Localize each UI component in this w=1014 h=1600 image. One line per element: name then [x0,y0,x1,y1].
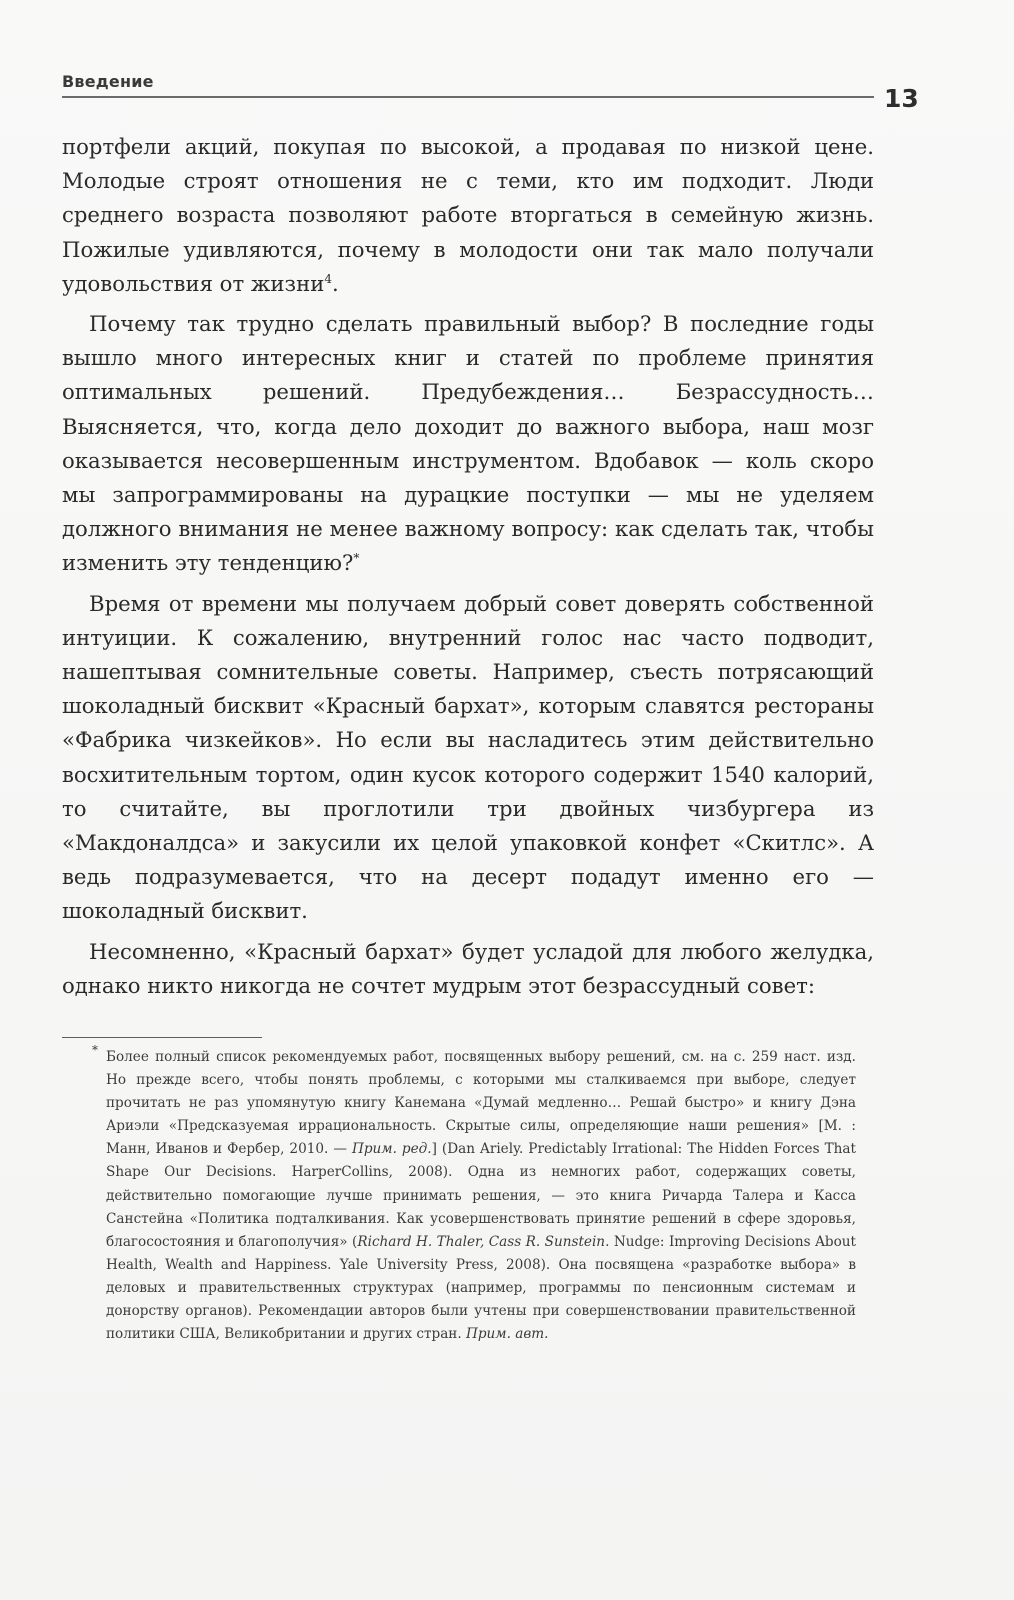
footnote [106,1046,856,1346]
footnote-italic: Прим. авт. [466,1326,549,1343]
note-reference: * [353,551,360,566]
paragraph [62,587,874,929]
paragraph-text: Время от времени мы получаем добрый совет доверять собственной интуиции. К сожалению, внутренний голос нас часто подводит, нашептывая сомнительные советы. Например, съесть потрясающий шоколадный бисквит «Красный бархат», которым славятся рестораны «Фабрика чизкейков». Но если вы насладитесь этим действительно восхитительным тортом, один кусок которого содержит 1540 калорий, то считайте, вы проглотили три двойных чизбургера из «Макдоналдса» и закусили их целой упаковкой конфет «Скитлс». А ведь подразумевается, что на десерт подадут именно его — шоколадный бисквит. [62,590,874,924]
paragraph-text: Почему так трудно сделать правильный выбор? В последние годы вышло много интересных книг и статей по проблеме принятия оптимальных решений. Предубеждения… Безрассудность… Выясняется, что, когда дело доходит до важного выбора, наш мозг оказывается несовершенным инструментом. Вдобавок — коль скоро мы запрограммированы на дурацкие поступки — мы не уделяем должного внимания не менее важному вопросу: как сделать так, чтобы изменить эту тенденцию? [62,311,874,576]
body-text [62,130,874,1003]
footnote-text: . Nudge: Improving Decisions About Health, Wealth and Happiness. Yale University Press, 2008). Она посвящена «разработке выбора» в деловых и правительственных структурах (например, программы по пенсионным системам и донорству органов). Рекомендации авторов были учтены при совершенствовании правительственной политики США, Великобритании и других стран. [106,1233,857,1343]
note-reference: 4 [324,271,332,286]
footnote-text: Более полный список рекомендуемых работ, посвященных выбору решений, см. на с. 259 наст. изд. Но прежде всего, чтобы понять проблемы, с которыми мы сталкиваемся при выборе, следует прочитать не раз упомянутую книгу Канемана «Думай медленно… Решай быстро» и книгу Дэна Ариэли «Предсказуемая иррациональность. Скрытые силы, определяющие наши решения» [М. : Манн, Иванов и Фербер, 2010. — [106,1049,856,1158]
header-rule [62,96,874,98]
footnote-text: ] (Dan Ariely. Predictably Irrational: The Hidden Forces That Shape Our Decisions. HarperCollins, 2008). Одна из немногих работ, содержащих советы, действительно помогающие лучше принимать решения, — это книга Ричарда Талера и Касса Санстейна «Политика подталкивания. Как усовершенствовать принятие решений в сфере здоровья, благосостояния и благополучия» ( [106,1141,856,1250]
running-head: Введение [62,72,154,91]
footnote-mark: * [92,1043,98,1057]
paragraph [62,935,874,1003]
footnote-rule [62,1037,262,1038]
page-number: 13 [884,84,919,113]
footnote-italic: Richard H. Thaler, Cass R. Sunstein [357,1233,606,1250]
paragraph-text: Несомненно, «Красный бархат» будет усладой для любого желудка, однако никто никогда не сочтет мудрым этот безрассудный совет: [62,938,874,998]
paragraph [62,307,874,581]
paragraph-tail: . [331,270,339,296]
footnote-italic: Прим. ред. [351,1141,432,1158]
paragraph [62,130,874,301]
paragraph-text: портфели акций, покупая по высокой, а продавая по низкой цене. Молодые строят отношения не с теми, кто им подходит. Люди среднего возраста позволяют работе вторгаться в семейную жизнь. Пожилые удивляются, почему в молодости они так мало получали удовольствия от жизни [62,134,874,296]
